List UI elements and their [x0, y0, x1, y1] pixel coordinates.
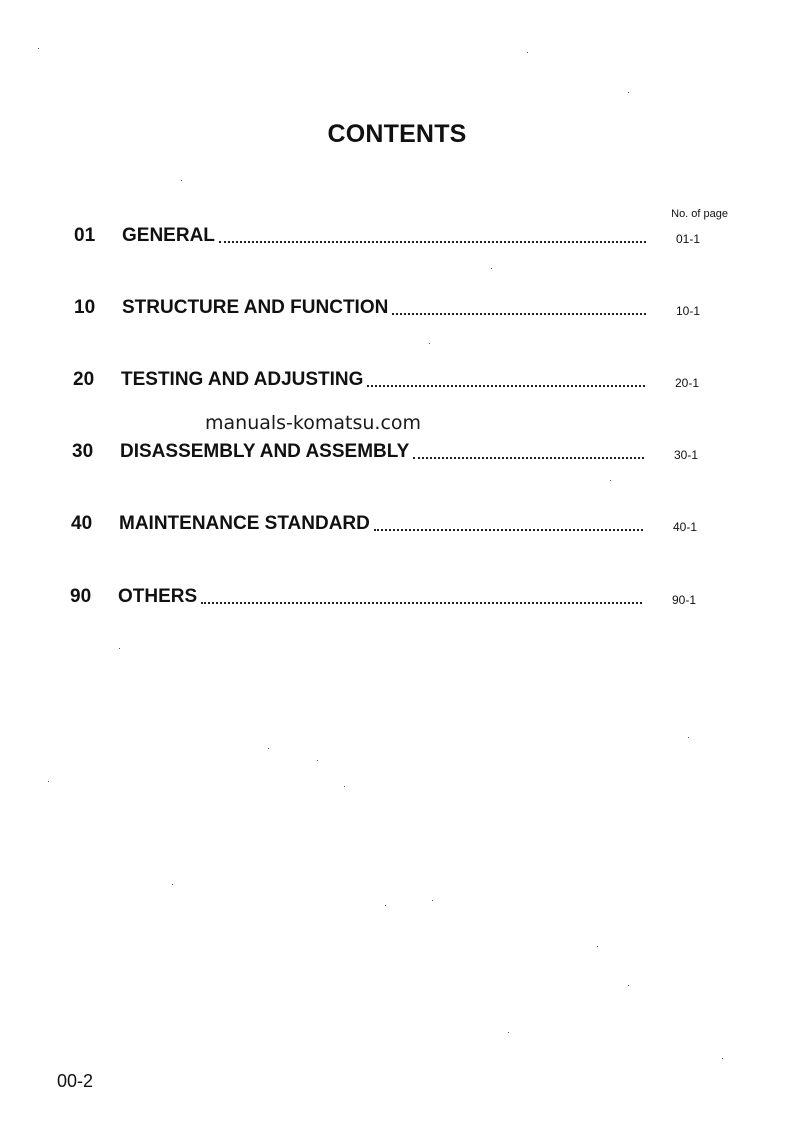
- toc-page-number: 40-1: [672, 520, 697, 534]
- scan-speck: [172, 884, 173, 885]
- toc-dot-leader: [374, 529, 643, 531]
- toc-page-number: 01-1: [675, 232, 700, 246]
- toc-dot-leader: [413, 457, 644, 459]
- scan-speck: [628, 985, 629, 986]
- scan-speck: [491, 268, 492, 269]
- scan-speck: [429, 343, 430, 344]
- toc-dot-leader: [201, 602, 642, 604]
- toc-entry-maintenance-standard[interactable]: [71, 510, 697, 538]
- toc-dot-leader: [219, 241, 646, 243]
- scan-speck: [688, 737, 689, 738]
- scan-speck: [317, 760, 318, 761]
- scan-speck: [119, 648, 120, 649]
- toc-entry-others[interactable]: [70, 583, 696, 611]
- toc-dot-leader: [392, 313, 646, 315]
- toc-section-title: TESTING AND ADJUSTING: [121, 369, 364, 390]
- toc-section-number: 30: [72, 441, 94, 462]
- toc-section-title: GENERAL: [122, 225, 215, 246]
- scan-speck: [527, 52, 528, 53]
- watermark-text: manuals-komatsu.com: [205, 412, 422, 434]
- scan-speck: [628, 92, 629, 93]
- toc-entry-testing-and-adjusting[interactable]: [73, 366, 699, 394]
- toc-section-title: MAINTENANCE STANDARD: [119, 513, 370, 534]
- toc-section-number: 10: [74, 297, 96, 318]
- toc-entry-disassembly-and-assembly[interactable]: [72, 438, 698, 466]
- toc-section-title: DISASSEMBLY AND ASSEMBLY: [120, 441, 410, 462]
- footer-page-number: 00-2: [57, 1071, 94, 1091]
- toc-section-number: 01: [74, 225, 96, 246]
- scan-speck: [181, 180, 182, 181]
- scan-speck: [38, 48, 39, 49]
- toc-page-number: 20-1: [674, 376, 699, 390]
- toc-section-number: 90: [70, 586, 92, 607]
- scan-speck: [508, 1032, 509, 1033]
- toc-section-number: 20: [73, 369, 95, 390]
- scan-speck: [385, 905, 386, 906]
- toc-section-title: OTHERS: [118, 586, 198, 607]
- toc-page-number: 10-1: [675, 304, 700, 318]
- scan-speck: [48, 781, 49, 782]
- scan-speck: [432, 900, 433, 901]
- toc-entry-general[interactable]: [74, 222, 700, 250]
- scan-speck: [344, 786, 345, 787]
- scan-speck: [597, 946, 598, 947]
- page-title: CONTENTS: [327, 120, 467, 148]
- toc-dot-leader: [367, 385, 645, 387]
- toc-page-number: 90-1: [671, 593, 696, 607]
- toc-section-number: 40: [71, 513, 93, 534]
- scan-speck: [722, 1058, 723, 1059]
- toc-page-number: 30-1: [673, 448, 698, 462]
- toc-entry-structure-and-function[interactable]: [74, 294, 700, 322]
- page-column-header: No. of page: [671, 208, 728, 220]
- scan-speck: [268, 748, 269, 749]
- toc-section-title: STRUCTURE AND FUNCTION: [122, 297, 389, 318]
- scan-speck: [610, 480, 611, 481]
